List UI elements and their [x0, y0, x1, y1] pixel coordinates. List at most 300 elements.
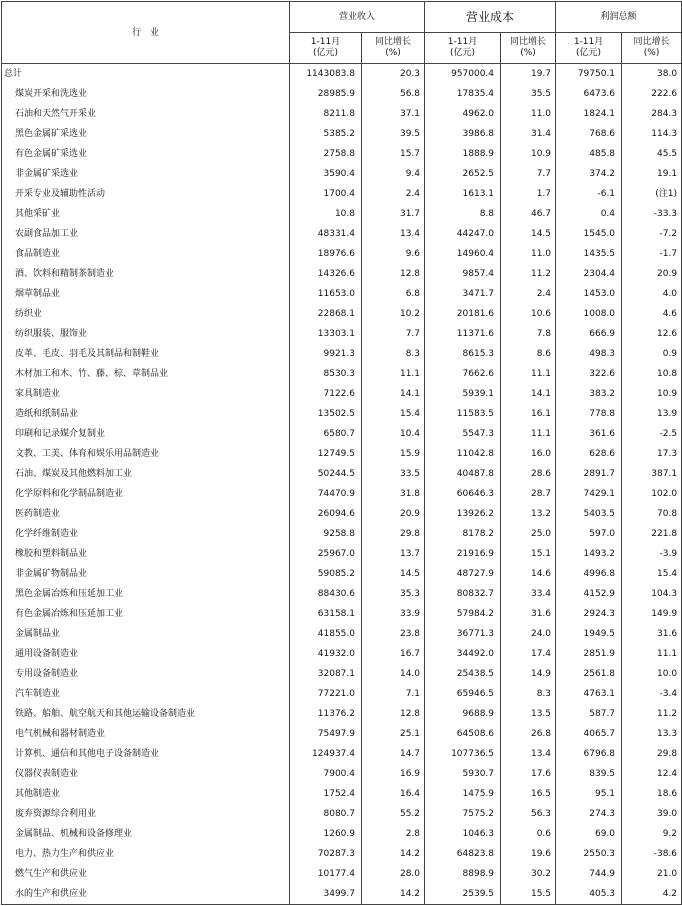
cost-value: 21916.9 [425, 544, 501, 564]
table-row [2, 384, 682, 404]
profit-value: 744.9 [556, 864, 622, 884]
profit-growth: 4.2 [622, 884, 682, 905]
cost-value: 2539.5 [425, 884, 501, 905]
industry-name: 计算机、通信和其他电子设备制造业 [2, 744, 290, 764]
industry-name: 文教、工美、体育和娱乐用品制造业 [2, 444, 290, 464]
profit-value: 322.6 [556, 364, 622, 384]
profit-growth: 12.6 [622, 324, 682, 344]
industry-name: 黑色金属冶炼和压延加工业 [2, 584, 290, 604]
profit-value: 2891.7 [556, 464, 622, 484]
table-row [2, 624, 682, 644]
industry-name: 其他制造业 [2, 784, 290, 804]
industry-name: 纺织服装、服饰业 [2, 324, 290, 344]
cost-value: 7662.6 [425, 364, 501, 384]
cost-value: 11371.6 [425, 324, 501, 344]
revenue-period-subheader-line1: 1-11月 [310, 37, 341, 47]
revenue-header: 营业收入 [290, 2, 425, 33]
table-row [2, 164, 682, 184]
revenue-growth: 10.2 [362, 304, 425, 324]
cost-growth: 11.2 [501, 264, 556, 284]
profit-growth: 31.6 [622, 624, 682, 644]
profit-growth: 29.8 [622, 744, 682, 764]
cost-growth: 13.5 [501, 704, 556, 724]
profit-growth: 38.0 [622, 64, 682, 85]
cost-growth: 26.8 [501, 724, 556, 744]
cost-value: 1046.3 [425, 824, 501, 844]
table-row [2, 644, 682, 664]
profit-growth-subheader-line1: 同比增长 [633, 37, 670, 47]
industry-name: 电力、热力生产和供应业 [2, 844, 290, 864]
profit-growth: 13.9 [622, 404, 682, 424]
profit-growth: 11.2 [622, 704, 682, 724]
table-row [2, 324, 682, 344]
revenue-value: 1143083.8 [290, 64, 362, 85]
profit-growth: 4.6 [622, 304, 682, 324]
revenue-growth: 7.1 [362, 684, 425, 704]
cost-value: 957000.4 [425, 64, 501, 85]
revenue-value: 1752.4 [290, 784, 362, 804]
revenue-value: 6580.7 [290, 424, 362, 444]
cost-growth: 56.3 [501, 804, 556, 824]
profit-growth: 149.9 [622, 604, 682, 624]
table-row [2, 84, 682, 104]
industry-name: 总计 [2, 64, 290, 85]
profit-value: 1545.0 [556, 224, 622, 244]
profit-value: 7429.1 [556, 484, 622, 504]
cost-value: 5930.7 [425, 764, 501, 784]
cost-growth: 10.6 [501, 304, 556, 324]
revenue-value: 32087.1 [290, 664, 362, 684]
cost-growth: 31.4 [501, 124, 556, 144]
cost-growth: 11.1 [501, 424, 556, 444]
revenue-growth: 12.8 [362, 704, 425, 724]
cost-value: 34492.0 [425, 644, 501, 664]
profit-value: 485.8 [556, 144, 622, 164]
revenue-growth: 16.9 [362, 764, 425, 784]
cost-growth: 15.5 [501, 884, 556, 905]
revenue-growth: 14.5 [362, 564, 425, 584]
revenue-value: 7122.6 [290, 384, 362, 404]
industry-name: 专用设备制造业 [2, 664, 290, 684]
industry-name: 燃气生产和供应业 [2, 864, 290, 884]
revenue-value: 8080.7 [290, 804, 362, 824]
revenue-value: 11653.0 [290, 284, 362, 304]
profit-value: 1435.5 [556, 244, 622, 264]
cost-growth: 11.0 [501, 104, 556, 124]
industry-name: 水的生产和供应业 [2, 884, 290, 905]
cost-growth: 28.7 [501, 484, 556, 504]
cost-growth: 16.1 [501, 404, 556, 424]
cost-growth: 16.0 [501, 444, 556, 464]
revenue-growth: 15.7 [362, 144, 425, 164]
table-row [2, 364, 682, 384]
cost-growth: 13.2 [501, 504, 556, 524]
profit-value: 69.0 [556, 824, 622, 844]
profit-growth: -2.5 [622, 424, 682, 444]
revenue-value: 13303.1 [290, 324, 362, 344]
revenue-value: 11376.2 [290, 704, 362, 724]
profit-growth: 0.9 [622, 344, 682, 364]
table-row-total [2, 64, 682, 85]
profit-growth: 284.3 [622, 104, 682, 124]
revenue-period-subheader-line2: (亿元) [312, 48, 339, 58]
profit-value: 2561.8 [556, 664, 622, 684]
profit-value: 597.0 [556, 524, 622, 544]
revenue-growth-subheader-line1: 同比增长 [375, 37, 412, 47]
revenue-growth-subheader [362, 33, 425, 64]
industry-header: 行 业 [2, 2, 290, 64]
cost-value: 8.8 [425, 204, 501, 224]
cost-value: 11042.8 [425, 444, 501, 464]
profit-growth: 10.8 [622, 364, 682, 384]
profit-value: 95.1 [556, 784, 622, 804]
cost-growth: 14.1 [501, 384, 556, 404]
table-row [2, 744, 682, 764]
table-row [2, 884, 682, 905]
table-row [2, 564, 682, 584]
profit-growth: 102.0 [622, 484, 682, 504]
revenue-growth: 33.5 [362, 464, 425, 484]
cost-header: 营业成本 [425, 2, 556, 33]
revenue-value: 59085.2 [290, 564, 362, 584]
table-row [2, 524, 682, 544]
industry-name: 电气机械和器材制造业 [2, 724, 290, 744]
profit-growth: 10.9 [622, 384, 682, 404]
cost-growth: 17.4 [501, 644, 556, 664]
cost-growth: 11.1 [501, 364, 556, 384]
revenue-growth: 25.1 [362, 724, 425, 744]
profit-growth: -3.9 [622, 544, 682, 564]
profit-value: 666.9 [556, 324, 622, 344]
industry-name: 酒、饮料和精制茶制造业 [2, 264, 290, 284]
industry-name: 有色金属矿采选业 [2, 144, 290, 164]
table-row [2, 124, 682, 144]
industry-name: 金属制品业 [2, 624, 290, 644]
revenue-value: 74470.9 [290, 484, 362, 504]
industry-name: 汽车制造业 [2, 684, 290, 704]
profit-growth: 45.5 [622, 144, 682, 164]
revenue-value: 8530.3 [290, 364, 362, 384]
revenue-growth-subheader-line2: (%) [385, 48, 401, 58]
profit-value: 383.2 [556, 384, 622, 404]
cost-growth: 46.7 [501, 204, 556, 224]
industry-name: 家具制造业 [2, 384, 290, 404]
revenue-growth: 39.5 [362, 124, 425, 144]
revenue-growth: 9.4 [362, 164, 425, 184]
profit-growth: 20.9 [622, 264, 682, 284]
table-row [2, 444, 682, 464]
cost-growth: 19.7 [501, 64, 556, 85]
revenue-growth: 14.7 [362, 744, 425, 764]
cost-value: 1613.1 [425, 184, 501, 204]
revenue-growth: 15.4 [362, 404, 425, 424]
table-row [2, 244, 682, 264]
table-row [2, 464, 682, 484]
revenue-growth: 14.2 [362, 884, 425, 905]
cost-growth: 7.8 [501, 324, 556, 344]
profit-growth: 114.3 [622, 124, 682, 144]
industry-name: 仪器仪表制造业 [2, 764, 290, 784]
cost-growth: 2.4 [501, 284, 556, 304]
cost-value: 17835.4 [425, 84, 501, 104]
profit-growth: (注1) [622, 184, 682, 204]
industry-name: 其他采矿业 [2, 204, 290, 224]
cost-value: 3471.7 [425, 284, 501, 304]
industry-name: 石油和天然气开采业 [2, 104, 290, 124]
cost-value: 9857.4 [425, 264, 501, 284]
profit-growth: -1.7 [622, 244, 682, 264]
cost-growth: 31.6 [501, 604, 556, 624]
revenue-growth: 14.2 [362, 844, 425, 864]
revenue-value: 1700.4 [290, 184, 362, 204]
cost-growth: 19.6 [501, 844, 556, 864]
cost-growth: 24.0 [501, 624, 556, 644]
revenue-growth: 16.4 [362, 784, 425, 804]
revenue-value: 10177.4 [290, 864, 362, 884]
cost-growth: 7.7 [501, 164, 556, 184]
cost-value: 3986.8 [425, 124, 501, 144]
profit-value: 79750.1 [556, 64, 622, 85]
table-row [2, 404, 682, 424]
cost-growth-subheader [501, 33, 556, 64]
cost-value: 107736.5 [425, 744, 501, 764]
cost-value: 44247.0 [425, 224, 501, 244]
revenue-value: 13502.5 [290, 404, 362, 424]
profit-growth: 11.1 [622, 644, 682, 664]
cost-value: 14960.4 [425, 244, 501, 264]
revenue-value: 14326.6 [290, 264, 362, 284]
cost-growth: 1.7 [501, 184, 556, 204]
cost-growth: 0.6 [501, 824, 556, 844]
cost-value: 13926.2 [425, 504, 501, 524]
revenue-growth: 29.8 [362, 524, 425, 544]
cost-value: 48727.9 [425, 564, 501, 584]
cost-growth: 10.9 [501, 144, 556, 164]
profit-value: 2851.9 [556, 644, 622, 664]
cost-value: 8615.3 [425, 344, 501, 364]
profit-growth: 19.1 [622, 164, 682, 184]
profit-value: 1824.1 [556, 104, 622, 124]
revenue-growth: 6.8 [362, 284, 425, 304]
revenue-value: 1260.9 [290, 824, 362, 844]
table-row [2, 344, 682, 364]
revenue-value: 2758.8 [290, 144, 362, 164]
revenue-value: 48331.4 [290, 224, 362, 244]
table-row [2, 424, 682, 444]
profit-growth: -3.4 [622, 684, 682, 704]
profit-period-subheader-line2: (亿元) [576, 48, 602, 58]
industry-name: 石油、煤炭及其他燃料加工业 [2, 464, 290, 484]
profit-growth: 10.0 [622, 664, 682, 684]
cost-value: 11583.5 [425, 404, 501, 424]
industry-name: 非金属矿采选业 [2, 164, 290, 184]
revenue-value: 124937.4 [290, 744, 362, 764]
cost-value: 1475.9 [425, 784, 501, 804]
revenue-growth: 20.9 [362, 504, 425, 524]
revenue-growth: 55.2 [362, 804, 425, 824]
cost-growth: 35.5 [501, 84, 556, 104]
cost-value: 8178.2 [425, 524, 501, 544]
table-row [2, 724, 682, 744]
revenue-period-subheader [290, 33, 362, 64]
revenue-value: 41855.0 [290, 624, 362, 644]
industry-name: 木材加工和木、竹、藤、棕、草制品业 [2, 364, 290, 384]
revenue-value: 41932.0 [290, 644, 362, 664]
profit-value: 2550.3 [556, 844, 622, 864]
industry-name: 通用设备制造业 [2, 644, 290, 664]
industry-name: 废弃资源综合利用业 [2, 804, 290, 824]
industry-name: 非金属矿物制品业 [2, 564, 290, 584]
cost-growth: 14.6 [501, 564, 556, 584]
industry-name: 金属制品、机械和设备修理业 [2, 824, 290, 844]
cost-growth: 13.4 [501, 744, 556, 764]
cost-value: 25438.5 [425, 664, 501, 684]
revenue-growth: 2.8 [362, 824, 425, 844]
profit-growth: 12.4 [622, 764, 682, 784]
table-row [2, 224, 682, 244]
profit-value: 839.5 [556, 764, 622, 784]
table-row [2, 284, 682, 304]
cost-value: 5939.1 [425, 384, 501, 404]
cost-growth-subheader-line2: (%) [520, 48, 536, 58]
cost-value: 7575.2 [425, 804, 501, 824]
profit-value: 1493.2 [556, 544, 622, 564]
revenue-value: 8211.8 [290, 104, 362, 124]
profit-growth: -7.2 [622, 224, 682, 244]
table-row [2, 684, 682, 704]
cost-value: 40487.8 [425, 464, 501, 484]
profit-value: 2924.3 [556, 604, 622, 624]
revenue-value: 25967.0 [290, 544, 362, 564]
profit-growth: 70.8 [622, 504, 682, 524]
table-row [2, 844, 682, 864]
revenue-value: 88430.6 [290, 584, 362, 604]
revenue-value: 7900.4 [290, 764, 362, 784]
revenue-growth: 12.8 [362, 264, 425, 284]
cost-growth: 8.3 [501, 684, 556, 704]
industry-name: 煤炭开采和洗选业 [2, 84, 290, 104]
revenue-growth: 31.7 [362, 204, 425, 224]
table-row [2, 824, 682, 844]
profit-value: 587.7 [556, 704, 622, 724]
profit-growth: -33.3 [622, 204, 682, 224]
cost-period-subheader-line2: (亿元) [450, 48, 476, 58]
cost-growth: 15.1 [501, 544, 556, 564]
profit-value: 1008.0 [556, 304, 622, 324]
profit-value: 778.8 [556, 404, 622, 424]
profit-growth: 4.0 [622, 284, 682, 304]
profit-growth: 15.4 [622, 564, 682, 584]
industry-statistics-table [1, 1, 682, 905]
revenue-value: 3590.4 [290, 164, 362, 184]
table-row [2, 204, 682, 224]
profit-value: 0.4 [556, 204, 622, 224]
revenue-growth: 20.3 [362, 64, 425, 85]
profit-growth: 39.0 [622, 804, 682, 824]
revenue-growth: 37.1 [362, 104, 425, 124]
revenue-growth: 11.1 [362, 364, 425, 384]
industry-name: 铁路、船舶、航空航天和其他运输设备制造业 [2, 704, 290, 724]
industry-name: 造纸和纸制品业 [2, 404, 290, 424]
profit-value: 405.3 [556, 884, 622, 905]
cost-value: 60646.3 [425, 484, 501, 504]
profit-value: 6796.8 [556, 744, 622, 764]
profit-growth: 104.3 [622, 584, 682, 604]
industry-name: 橡胶和塑料制品业 [2, 544, 290, 564]
table-row [2, 604, 682, 624]
cost-growth: 17.6 [501, 764, 556, 784]
revenue-value: 75497.9 [290, 724, 362, 744]
industry-name: 医药制造业 [2, 504, 290, 524]
revenue-value: 10.8 [290, 204, 362, 224]
profit-value: 4065.7 [556, 724, 622, 744]
table-row [2, 264, 682, 284]
revenue-growth: 13.7 [362, 544, 425, 564]
cost-period-subheader-line1: 1-11月 [447, 37, 478, 47]
industry-name: 纺织业 [2, 304, 290, 324]
revenue-growth: 14.0 [362, 664, 425, 684]
table-row [2, 804, 682, 824]
cost-value: 8898.9 [425, 864, 501, 884]
revenue-growth: 14.1 [362, 384, 425, 404]
revenue-growth: 16.7 [362, 644, 425, 664]
table-row [2, 104, 682, 124]
cost-growth: 14.9 [501, 664, 556, 684]
industry-name: 开采专业及辅助性活动 [2, 184, 290, 204]
industry-name: 皮革、毛皮、羽毛及其制品和制鞋业 [2, 344, 290, 364]
cost-value: 36771.3 [425, 624, 501, 644]
profit-value: 4152.9 [556, 584, 622, 604]
table-row [2, 864, 682, 884]
profit-growth-subheader [622, 33, 682, 64]
profit-value: 274.3 [556, 804, 622, 824]
revenue-value: 18976.6 [290, 244, 362, 264]
revenue-value: 70287.3 [290, 844, 362, 864]
profit-value: 4996.8 [556, 564, 622, 584]
profit-growth: 387.1 [622, 464, 682, 484]
revenue-growth: 28.0 [362, 864, 425, 884]
revenue-value: 28985.9 [290, 84, 362, 104]
table-row [2, 764, 682, 784]
profit-growth: 13.3 [622, 724, 682, 744]
table-row [2, 784, 682, 804]
profit-growth: 221.8 [622, 524, 682, 544]
revenue-growth: 56.8 [362, 84, 425, 104]
revenue-growth: 31.8 [362, 484, 425, 504]
industry-name: 化学原料和化学制品制造业 [2, 484, 290, 504]
cost-growth: 25.0 [501, 524, 556, 544]
profit-value: 1949.5 [556, 624, 622, 644]
profit-growth: 9.2 [622, 824, 682, 844]
cost-value: 65946.5 [425, 684, 501, 704]
table-row [2, 184, 682, 204]
table-row [2, 144, 682, 164]
revenue-growth: 23.8 [362, 624, 425, 644]
table-row [2, 304, 682, 324]
industry-name: 化学纤维制造业 [2, 524, 290, 544]
table-row [2, 504, 682, 524]
profit-value: 2304.4 [556, 264, 622, 284]
profit-value: 361.6 [556, 424, 622, 444]
profit-value: 5403.5 [556, 504, 622, 524]
cost-value: 80832.7 [425, 584, 501, 604]
revenue-growth: 35.3 [362, 584, 425, 604]
revenue-value: 9258.8 [290, 524, 362, 544]
revenue-growth: 9.6 [362, 244, 425, 264]
revenue-growth: 15.9 [362, 444, 425, 464]
industry-name: 有色金属冶炼和压延加工业 [2, 604, 290, 624]
profit-value: 374.2 [556, 164, 622, 184]
